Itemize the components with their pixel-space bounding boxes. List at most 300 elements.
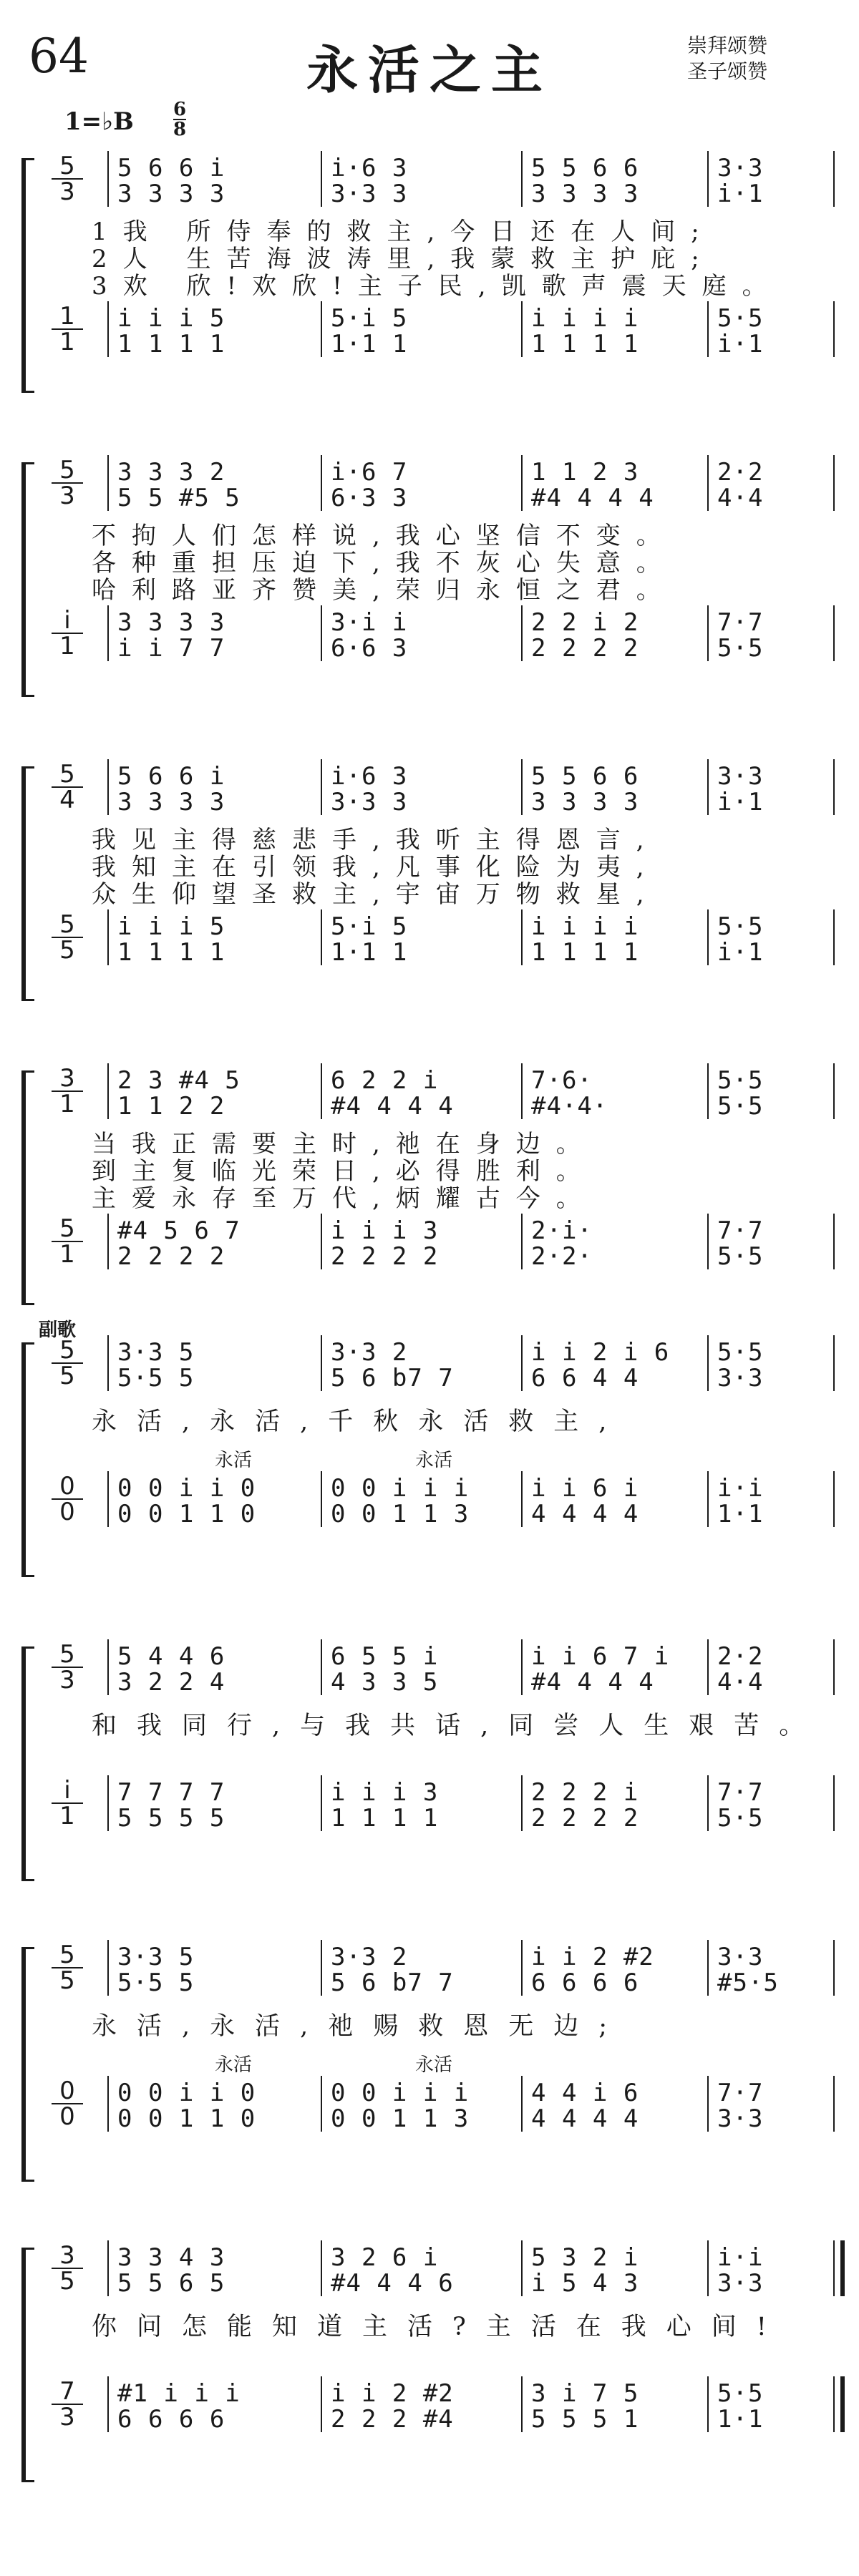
lead-denominator: 1 [59, 632, 75, 660]
echo-annotation: 永活 [415, 1450, 453, 1471]
measure [331, 1474, 524, 1528]
note-line: i i i i [531, 304, 639, 333]
measure [117, 1642, 324, 1697]
note-line: 3·3 [717, 2104, 764, 2133]
note-line: 5 6 6 i [117, 154, 225, 182]
staff-lead-fraction [52, 1066, 83, 1116]
barline [321, 151, 322, 207]
measure [531, 762, 710, 816]
barline [321, 1335, 322, 1391]
note-line: 3·i i [331, 608, 408, 637]
staff-lead-fraction [52, 762, 83, 812]
note-line: i i i i [531, 912, 639, 941]
barline [107, 2076, 109, 2132]
barline [707, 909, 709, 965]
barline [321, 1775, 322, 1831]
barline [321, 1639, 322, 1695]
note-line: 3·3 5 [117, 1943, 195, 1971]
measure [531, 1066, 710, 1121]
credit-line: 圣子颂赞 [687, 59, 768, 83]
measure [331, 1216, 524, 1271]
measure [531, 458, 710, 512]
measure [331, 1943, 524, 1997]
lyrics-block [92, 826, 838, 908]
barline [321, 605, 322, 661]
hymn-credits [687, 33, 767, 84]
note-line: #1 i i i [117, 2379, 241, 2408]
note-line: 4·4 [717, 484, 764, 512]
barline [521, 759, 523, 815]
measure [531, 608, 710, 663]
barline [521, 301, 523, 357]
lead-denominator: 1 [59, 1090, 75, 1118]
barline [321, 1063, 322, 1119]
barline [321, 1471, 322, 1527]
system-brace [21, 1646, 34, 1881]
lead-denominator: 3 [59, 482, 75, 510]
note-line: #5·5 [717, 1968, 779, 1997]
note-line: 6 6 6 6 [117, 2405, 225, 2434]
barline [833, 1214, 835, 1269]
note-line: i·1 [717, 788, 764, 816]
barline [107, 1335, 109, 1391]
lower-staff [52, 910, 845, 967]
note-line: 5 6 6 i [117, 762, 225, 791]
note-line: 3·3 [717, 2269, 764, 2298]
note-line: 2 2 2 2 [531, 634, 639, 663]
lyrics-block [92, 1131, 838, 1212]
measure [531, 2379, 710, 2434]
note-line: 3·3 3 [331, 788, 408, 816]
measure [531, 1338, 710, 1392]
note-line: i i 7 7 [117, 634, 225, 663]
barline [833, 1335, 835, 1391]
measure [331, 154, 524, 208]
lyrics-block [92, 218, 838, 300]
lower-staff [52, 1214, 845, 1271]
barline [107, 1063, 109, 1119]
barline [707, 1940, 709, 1996]
measure [331, 2243, 524, 2298]
measure [331, 912, 524, 967]
barline [321, 909, 322, 965]
note-line: 3 3 3 3 [531, 788, 639, 816]
note-line: 5·5 [717, 1338, 764, 1367]
measure [717, 1066, 825, 1121]
note-line: 3 i 7 5 [531, 2379, 639, 2408]
barline [521, 1335, 523, 1391]
barline [107, 151, 109, 207]
lower-staff [52, 1776, 845, 1833]
score-system [21, 458, 845, 701]
note-line: 3·3 [717, 1364, 764, 1392]
lyric-line: 你问怎能知道主活?主活在我心间! [92, 2313, 787, 2341]
lead-numerator: 3 [52, 1066, 83, 1092]
chorus-label: 副歌 [39, 1319, 77, 1341]
measure [531, 2079, 710, 2133]
score-system [21, 1642, 845, 1885]
lead-denominator: 3 [59, 1666, 75, 1694]
barline [833, 301, 835, 357]
system-brace [21, 1342, 34, 1577]
measure [331, 1066, 524, 1121]
note-line: #4 4 4 6 [331, 2269, 454, 2298]
note-line: #4·4· [531, 1092, 608, 1121]
lyric-line: 各种重担压迫下,我不灰心失意。 [92, 549, 676, 577]
upper-staff [52, 1640, 845, 1697]
note-line: 1 1 1 1 [117, 330, 225, 358]
note-line: 3 3 3 3 [117, 180, 225, 208]
score-system [21, 1066, 845, 1309]
staff-lead-fraction [52, 2079, 83, 2129]
note-line: 7·6· [531, 1066, 593, 1095]
score-system [21, 154, 845, 397]
note-line: i i i 3 [331, 1216, 439, 1245]
barline [321, 1940, 322, 1996]
barline [521, 909, 523, 965]
lyric-line: 主爱永存至万代,炳耀古今。 [92, 1184, 596, 1213]
barline [833, 1639, 835, 1695]
note-line: 1 1 1 1 [331, 1804, 439, 1833]
measure [117, 154, 324, 208]
note-line: 5 5 5 5 [117, 1804, 225, 1833]
measure [717, 2243, 825, 2298]
barline [321, 301, 322, 357]
note-line: 7 7 7 7 [117, 1778, 225, 1807]
note-line: 2 2 2 2 [117, 1242, 225, 1271]
measure [531, 1778, 710, 1833]
measure [717, 458, 825, 512]
note-line: 6 2 2 i [331, 1066, 439, 1095]
barline [833, 2076, 835, 2132]
measure [117, 458, 324, 512]
barline [107, 1775, 109, 1831]
barline [521, 2376, 523, 2432]
measure [717, 912, 825, 967]
note-line: 3·3 2 [331, 1338, 408, 1367]
note-line: 5 4 4 6 [117, 1642, 225, 1671]
measure [117, 912, 324, 967]
note-line: 0 0 i i i [331, 1474, 470, 1503]
note-line: 2 2 2 i [531, 1778, 639, 1807]
note-line: 5·i 5 [331, 912, 408, 941]
credit-line: 崇拜颂赞 [687, 34, 768, 57]
barline [833, 759, 835, 815]
note-line: 2 2 i 2 [531, 608, 639, 637]
barline [107, 759, 109, 815]
note-line: i 5 4 3 [531, 2269, 639, 2298]
lyric-line: 2人 生苦海波涛里,我蒙救主护庇; [92, 245, 715, 273]
barline [107, 455, 109, 511]
lead-numerator: 5 [52, 1943, 83, 1968]
time-signature [173, 100, 186, 139]
barline [833, 605, 835, 661]
note-line: i i 2 i 6 [531, 1338, 670, 1367]
note-line: 5 5 5 1 [531, 2405, 639, 2434]
lyric-line: 不拘人们怎样说,我心坚信不变。 [92, 522, 676, 550]
lead-numerator: 7 [52, 2379, 83, 2405]
note-line: i i i 5 [117, 912, 225, 941]
measure [531, 154, 710, 208]
note-line: 1·1 [717, 1500, 764, 1528]
lower-staff [52, 302, 845, 358]
measure [331, 2379, 524, 2434]
barline [521, 455, 523, 511]
barline [707, 2076, 709, 2132]
lead-numerator: 5 [52, 762, 83, 788]
lyric-line: 当我正需要主时,祂在身边。 [92, 1130, 596, 1158]
hymn-title: 永活之主 [306, 39, 553, 100]
staff-lead-fraction [52, 910, 83, 965]
barline [107, 1639, 109, 1695]
lead-numerator: 5 [52, 1338, 83, 1364]
staff-lead-fraction [52, 154, 83, 204]
measure [717, 762, 825, 816]
barline [107, 2376, 109, 2432]
lead-denominator: 1 [59, 1802, 75, 1830]
note-line: #4 5 6 7 [117, 1216, 241, 1245]
note-line: i·6 3 [331, 762, 408, 791]
measure [331, 1338, 524, 1392]
barline [707, 301, 709, 357]
lyric-line: 1我 所侍奉的救主,今日还在人间; [92, 218, 715, 246]
barline [321, 455, 322, 511]
barline [321, 2076, 322, 2132]
time-signature-top: 6 [173, 99, 187, 120]
note-line: 3 3 3 3 [117, 608, 225, 637]
lead-numerator: 0 [52, 2079, 83, 2104]
barline [521, 605, 523, 661]
note-line: 4 4 4 4 [531, 1500, 639, 1528]
note-line: 3 3 3 3 [117, 788, 225, 816]
note-line: 7·7 [717, 2079, 764, 2107]
lead-numerator: 1 [52, 304, 83, 330]
barline [521, 2240, 523, 2296]
note-line: 2 2 2 #4 [331, 2405, 454, 2434]
barline [707, 605, 709, 661]
key-signature: 1=♭B [64, 107, 134, 136]
lyrics-block [92, 2313, 838, 2341]
note-line: 3 2 2 4 [117, 1668, 225, 1697]
note-line: i·6 3 [331, 154, 408, 182]
echo-annotation: 永活 [415, 2054, 453, 2076]
lead-denominator: 0 [59, 2102, 75, 2131]
barline [321, 2240, 322, 2296]
lower-staff [52, 1472, 845, 1528]
barline [521, 1775, 523, 1831]
measure [117, 2243, 324, 2298]
lead-numerator: i [52, 1778, 83, 1804]
note-line: 5·5 [717, 1092, 764, 1121]
note-line: 1 1 1 1 [531, 330, 639, 358]
barline [833, 909, 835, 965]
measure [117, 1338, 324, 1392]
measure [331, 458, 524, 512]
lyric-line: 我知主在引领我,凡事化险为夷, [92, 853, 660, 882]
note-line: 5·5 [717, 304, 764, 333]
note-line: 0 0 1 1 3 [331, 2104, 470, 2133]
note-line: 2 2 2 2 [331, 1242, 439, 1271]
lyric-line: 哈利路亚齐赞美,荣归永恒之君。 [92, 576, 676, 605]
system-brace [21, 1947, 34, 2182]
barline [707, 1775, 709, 1831]
barline [833, 1940, 835, 1996]
note-line: 5 5 #5 5 [117, 484, 241, 512]
barline [707, 1471, 709, 1527]
measure [717, 154, 825, 208]
note-line: 0 0 i i 0 [117, 1474, 256, 1503]
barline [707, 2376, 709, 2432]
note-line: 3 2 6 i [331, 2243, 439, 2272]
note-line: 6 6 6 6 [531, 1968, 639, 1997]
note-line: i i 6 7 i [531, 1642, 670, 1671]
lead-numerator: 0 [52, 1474, 83, 1500]
note-line: 5·5 [717, 2379, 764, 2408]
note-line: 1 1 1 1 [531, 938, 639, 967]
barline [107, 1214, 109, 1269]
lower-staff [52, 606, 845, 663]
note-line: 5 5 6 6 [531, 762, 639, 791]
score-system [21, 762, 845, 1005]
lead-numerator: 5 [52, 154, 83, 180]
lead-denominator: 5 [59, 2267, 75, 2296]
measure [531, 1943, 710, 1997]
staff-lead-fraction [52, 2379, 83, 2429]
note-line: 5·5 [717, 912, 764, 941]
staff-lead-fraction [52, 1943, 83, 1993]
measure [531, 2243, 710, 2298]
measure [117, 1943, 324, 1997]
measure [331, 608, 524, 663]
staff-lead-fraction [52, 1642, 83, 1692]
note-line: 6·6 3 [331, 634, 408, 663]
measure [531, 912, 710, 967]
barline [107, 605, 109, 661]
measure [117, 762, 324, 816]
note-line: 5 3 2 i [531, 2243, 639, 2272]
barline [521, 1940, 523, 1996]
note-line: 4·4 [717, 1668, 764, 1697]
note-line: 2·2· [531, 1242, 593, 1271]
measure [717, 304, 825, 358]
upper-staff [52, 152, 845, 208]
note-line: 1·1 [717, 2405, 764, 2434]
note-line: 2 2 2 2 [531, 1804, 639, 1833]
system-brace [21, 2248, 34, 2482]
note-line: 4 4 4 4 [531, 2104, 639, 2133]
measure [717, 1338, 825, 1392]
note-line: 3·3 3 [331, 180, 408, 208]
barline [521, 151, 523, 207]
note-line: 3·3 2 [331, 1943, 408, 1971]
measure [331, 304, 524, 358]
system-brace [21, 766, 34, 1001]
barline [107, 1940, 109, 1996]
note-line: 3·3 [717, 1943, 764, 1971]
note-line: 5·5 [717, 1804, 764, 1833]
note-line: 2·i· [531, 1216, 593, 1245]
score-system [21, 1943, 845, 2186]
barline [321, 2376, 322, 2432]
note-line: 0 0 1 1 3 [331, 1500, 470, 1528]
page-number: 64 [29, 29, 89, 84]
note-line: 5·5 5 [117, 1968, 195, 1997]
note-line: 5·i 5 [331, 304, 408, 333]
measure [117, 1216, 324, 1271]
note-line: 5 5 6 5 [117, 2269, 225, 2298]
barline [707, 1063, 709, 1119]
note-line: 3·3 [717, 762, 764, 791]
note-line: i i 2 #2 [531, 1943, 654, 1971]
note-line: 3 3 4 3 [117, 2243, 225, 2272]
upper-staff [52, 1941, 845, 1997]
note-line: #4 4 4 4 [331, 1092, 454, 1121]
measure [117, 1778, 324, 1833]
note-line: 5·5 [717, 1066, 764, 1095]
staff-lead-fraction [52, 1338, 83, 1388]
lower-staff [52, 2077, 845, 2133]
measure [331, 2079, 524, 2133]
barline [833, 1775, 835, 1831]
staff-lead-fraction [52, 458, 83, 508]
lead-numerator: 5 [52, 458, 83, 484]
note-line: 6 5 5 i [331, 1642, 439, 1671]
barline [707, 1639, 709, 1695]
note-line: 1·1 1 [331, 938, 408, 967]
final-barline [833, 2240, 845, 2296]
note-line: 5 5 6 6 [531, 154, 639, 182]
note-line: 1 1 1 1 [117, 938, 225, 967]
staff-lead-fraction [52, 1778, 83, 1828]
note-line: i i i 5 [117, 304, 225, 333]
lyric-line: 众生仰望圣救主,宇宙万物救星, [92, 880, 660, 909]
barline [833, 1471, 835, 1527]
barline [107, 2240, 109, 2296]
measure [331, 762, 524, 816]
note-line: 1·1 1 [331, 330, 408, 358]
note-line: 3 3 3 2 [117, 458, 225, 487]
measure [531, 304, 710, 358]
lyric-line: 永活,永活,千秋永活救主, [92, 1407, 627, 1436]
measure [531, 1474, 710, 1528]
upper-staff [52, 760, 845, 816]
note-line: 0 0 1 1 0 [117, 1500, 256, 1528]
upper-staff [52, 1064, 845, 1121]
note-line: #4 4 4 4 [531, 1668, 654, 1697]
lyric-line: 3欢 欣!欢欣!主子民,凯歌声震天庭。 [92, 272, 782, 301]
system-brace [21, 158, 34, 393]
time-signature-bottom: 8 [173, 119, 187, 140]
lyric-line: 和我同行,与我共话,同尝人生艰苦。 [92, 1712, 825, 1740]
lead-numerator: 3 [52, 2243, 83, 2269]
lead-denominator: 3 [59, 177, 75, 206]
lead-numerator: i [52, 608, 83, 634]
measure [331, 1778, 524, 1833]
measure [717, 1474, 825, 1528]
note-line: 5·5 [717, 1242, 764, 1271]
staff-lead-fraction [52, 608, 83, 658]
staff-lead-fraction [52, 1474, 83, 1524]
measure [717, 2079, 825, 2133]
measure [717, 2379, 825, 2434]
lead-denominator: 5 [59, 1362, 75, 1390]
echo-annotation: 永活 [215, 2054, 253, 2076]
barline [521, 1214, 523, 1269]
echo-annotation: 永活 [215, 1450, 253, 1471]
note-line: i·1 [717, 938, 764, 967]
measure [717, 1778, 825, 1833]
barline [521, 2076, 523, 2132]
